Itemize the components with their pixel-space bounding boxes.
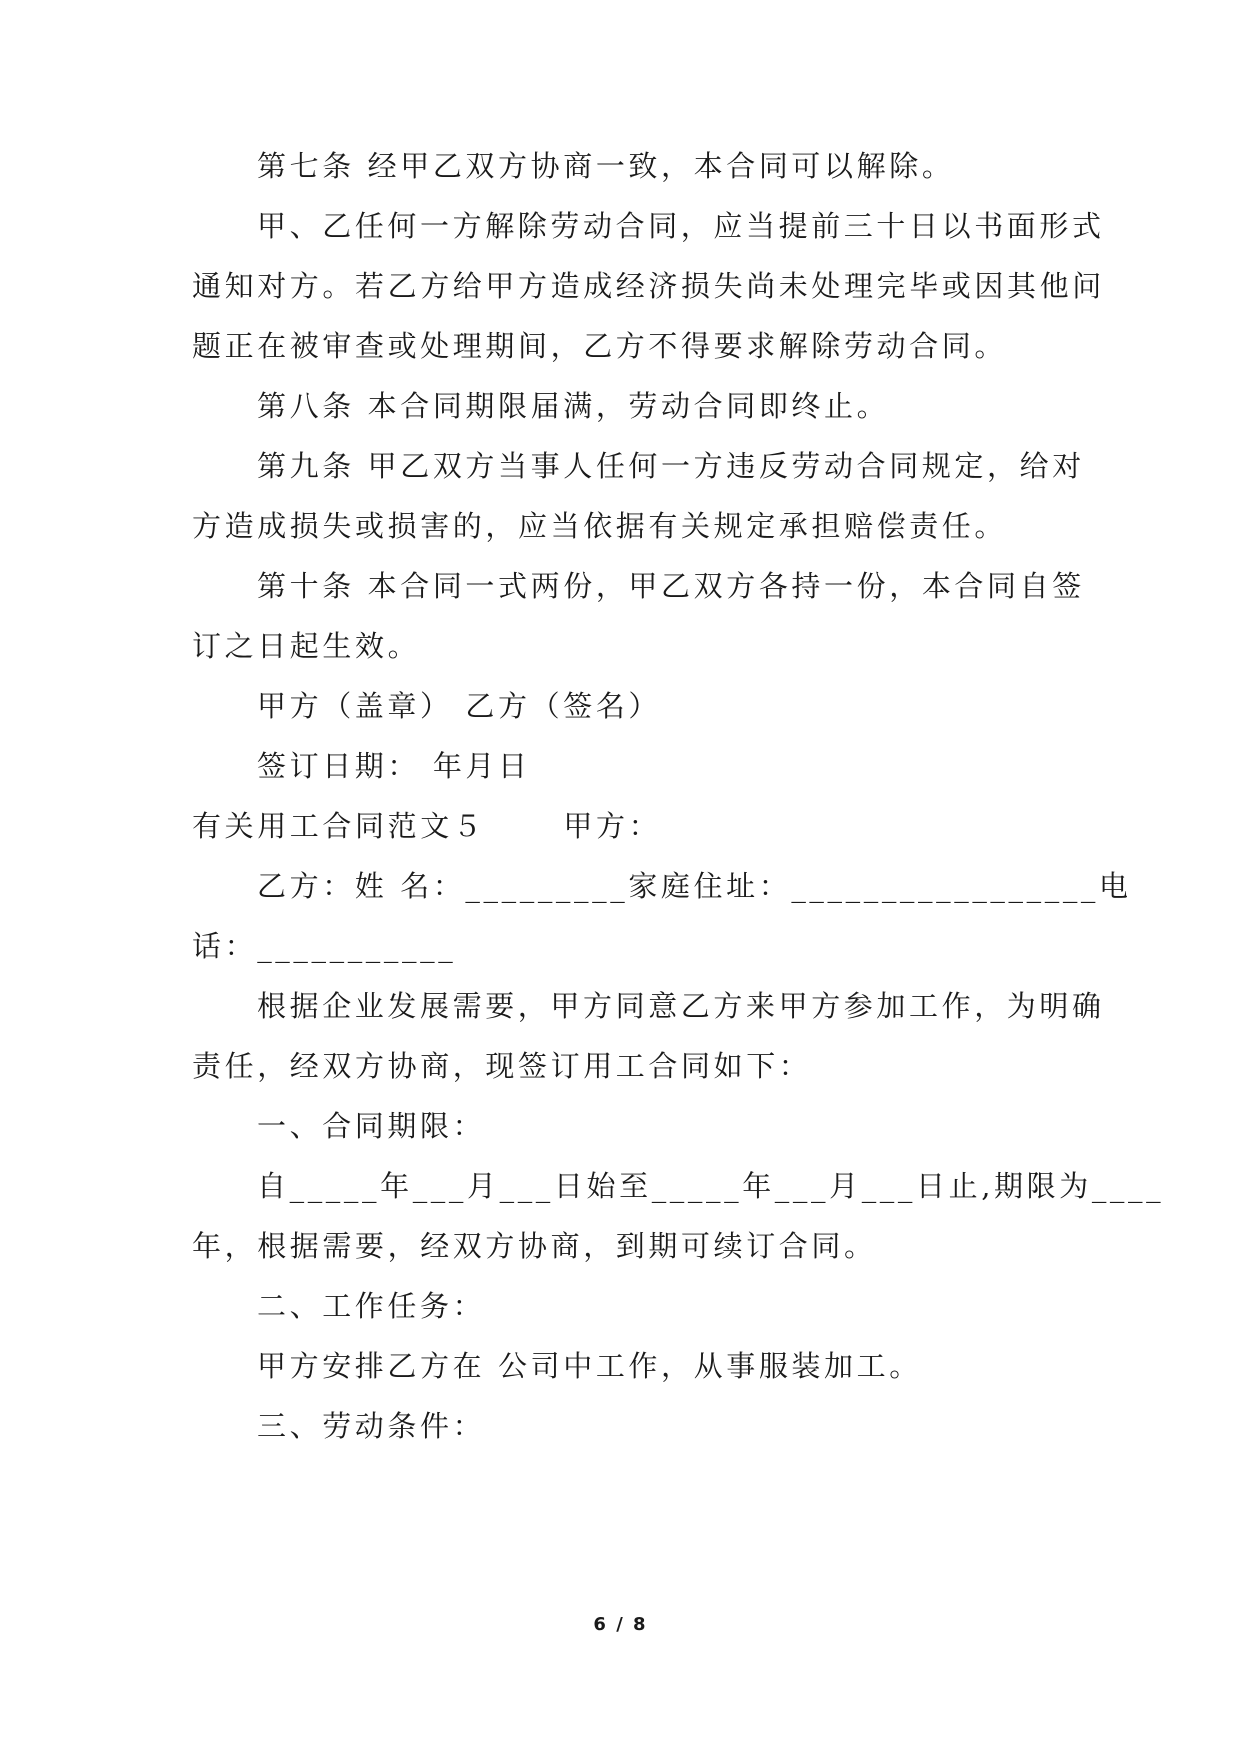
text-line: 第十条 本合同一式两份，甲乙双方各持一份，本合同自签: [257, 569, 1085, 603]
text-line: 乙方：姓 名：_________家庭住址：_________________电: [257, 869, 1132, 903]
text-line: 甲方安排乙方在 公司中工作，从事服装加工。: [257, 1349, 922, 1383]
signing-date-line: 签订日期： 年月日: [257, 749, 531, 783]
text-line: 根据企业发展需要，甲方同意乙方来甲方参加工作，为明确: [257, 989, 1105, 1023]
text-line: 题正在被审查或处理期间，乙方不得要求解除劳动合同。: [192, 329, 1008, 363]
text-line: 方造成损失或损害的，应当依据有关规定承担赔偿责任。: [192, 509, 1008, 543]
text-line: 话：___________: [192, 929, 457, 963]
signature-line: 甲方（盖章） 乙方（签名）: [257, 689, 662, 723]
clause-heading: 三、劳动条件：: [257, 1409, 486, 1443]
page-number: 6 / 8: [593, 1614, 648, 1635]
text-line: 第九条 甲乙双方当事人任何一方违反劳动合同规定，给对: [257, 449, 1085, 483]
text-line: 通知对方。若乙方给甲方造成经济损失尚未处理完毕或因其他问: [192, 269, 1105, 303]
text-line: 甲、乙任何一方解除劳动合同，应当提前三十日以书面形式: [257, 209, 1105, 243]
text-line: 第七条 经甲乙双方协商一致，本合同可以解除。: [257, 149, 955, 183]
text-line: 责任，经双方协商，现签订用工合同如下：: [192, 1049, 812, 1083]
clause-heading: 一、合同期限：: [257, 1109, 486, 1143]
text-line: 第八条 本合同期限届满，劳动合同即终止。: [257, 389, 890, 423]
text-line: 订之日起生效。: [192, 629, 421, 663]
text-line: 年，根据需要，经双方协商，到期可续订合同。: [192, 1229, 877, 1263]
section-heading: 有关用工合同范文５ 甲方：: [192, 809, 662, 843]
clause-heading: 二、工作任务：: [257, 1289, 486, 1323]
text-line: 自_____年___月___日始至_____年___月___日止,期限为____: [257, 1169, 1165, 1203]
